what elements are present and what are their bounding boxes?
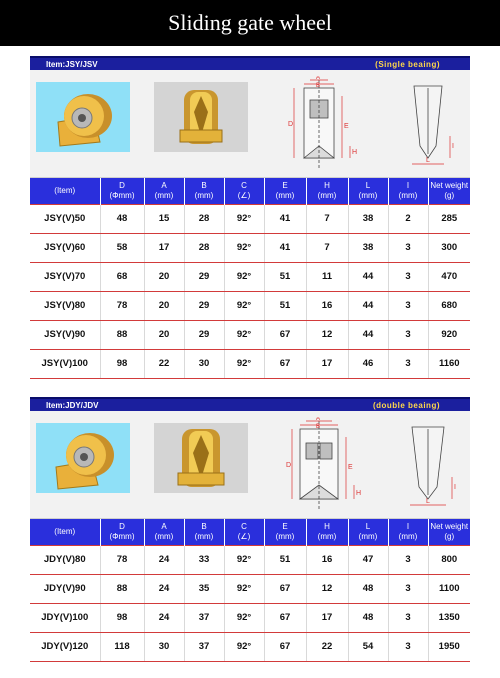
value-cell: 92° [224, 320, 264, 349]
label-e: E [348, 464, 353, 471]
value-cell: 1100 [428, 574, 470, 603]
value-cell: 78 [100, 545, 144, 574]
value-cell: 44 [348, 291, 388, 320]
table-header-row [30, 519, 470, 545]
label-d: D [288, 121, 294, 128]
wheel-front-view-icon [154, 423, 248, 493]
value-cell: 1350 [428, 603, 470, 632]
col-h: H (mm) [306, 178, 348, 204]
label-l: L [426, 498, 430, 505]
value-cell: 51 [264, 545, 306, 574]
col-h: H (mm) [306, 519, 348, 545]
value-cell: 16 [306, 291, 348, 320]
value-cell: 92° [224, 291, 264, 320]
col-weight: Net weight (g) [428, 178, 470, 204]
section-double-bearing [30, 397, 470, 662]
value-cell: 98 [100, 349, 144, 378]
value-cell: 38 [348, 204, 388, 233]
value-cell: 33 [184, 545, 224, 574]
value-cell: 1160 [428, 349, 470, 378]
table-body [30, 204, 470, 378]
value-cell: 3 [388, 262, 428, 291]
col-a: A (mm) [144, 178, 184, 204]
col-weight: Net weight (g) [428, 519, 470, 545]
label-h: H [356, 490, 362, 497]
col-item: (Item) [30, 519, 100, 545]
value-cell: 30 [184, 349, 224, 378]
table-row [30, 632, 470, 661]
value-cell: 98 [100, 603, 144, 632]
value-cell: 92° [224, 545, 264, 574]
cross-section-drawing-icon [270, 417, 380, 513]
value-cell: 28 [184, 204, 224, 233]
spec-table-single [30, 178, 470, 379]
value-cell: 3 [388, 545, 428, 574]
value-cell: 92° [224, 632, 264, 661]
value-cell: 3 [388, 603, 428, 632]
label-e: E [344, 123, 349, 130]
section-single-bearing [30, 56, 470, 379]
model-cell: JSY(V)70 [30, 262, 100, 291]
bearing-note: (double beaing) [372, 400, 440, 410]
value-cell: 37 [184, 603, 224, 632]
value-cell: 67 [264, 574, 306, 603]
label-i: I [454, 484, 456, 491]
value-cell: 24 [144, 574, 184, 603]
value-cell: 470 [428, 262, 470, 291]
value-cell: 48 [348, 603, 388, 632]
model-cell: JSY(V)100 [30, 349, 100, 378]
value-cell: 12 [306, 320, 348, 349]
value-cell: 37 [184, 632, 224, 661]
side-profile-drawing-icon [390, 76, 466, 172]
value-cell: 1950 [428, 632, 470, 661]
value-cell: 29 [184, 320, 224, 349]
col-d: D (Φmm) [100, 178, 144, 204]
value-cell: 92° [224, 574, 264, 603]
value-cell: 92° [224, 262, 264, 291]
label-b: B [316, 424, 321, 430]
col-e: E (mm) [264, 178, 306, 204]
label-b: B [316, 83, 321, 89]
value-cell: 20 [144, 291, 184, 320]
wheel-front-view-icon [154, 82, 248, 152]
value-cell: 285 [428, 204, 470, 233]
table-header-row [30, 178, 470, 204]
value-cell: 22 [144, 349, 184, 378]
value-cell: 51 [264, 291, 306, 320]
model-cell: JSY(V)50 [30, 204, 100, 233]
item-label: Item:JSY/JSV [46, 59, 98, 69]
value-cell: 92° [224, 233, 264, 262]
value-cell: 78 [100, 291, 144, 320]
value-cell: 35 [184, 574, 224, 603]
model-cell: JDY(V)100 [30, 603, 100, 632]
value-cell: 22 [306, 632, 348, 661]
value-cell: 41 [264, 233, 306, 262]
value-cell: 17 [306, 349, 348, 378]
product-photo-front [154, 423, 248, 493]
value-cell: 920 [428, 320, 470, 349]
table-row [30, 603, 470, 632]
value-cell: 28 [184, 233, 224, 262]
value-cell: 67 [264, 603, 306, 632]
table-row [30, 320, 470, 349]
col-d: D (Φmm) [100, 519, 144, 545]
table-row [30, 349, 470, 378]
product-image-row [30, 411, 470, 519]
table-row [30, 291, 470, 320]
col-l: L (mm) [348, 519, 388, 545]
value-cell: 92° [224, 204, 264, 233]
col-l: L (mm) [348, 178, 388, 204]
value-cell: 17 [144, 233, 184, 262]
value-cell: 24 [144, 603, 184, 632]
value-cell: 67 [264, 320, 306, 349]
value-cell: 3 [388, 233, 428, 262]
value-cell: 51 [264, 262, 306, 291]
value-cell: 3 [388, 632, 428, 661]
value-cell: 15 [144, 204, 184, 233]
label-a: A [316, 417, 321, 422]
value-cell: 800 [428, 545, 470, 574]
value-cell: 48 [100, 204, 144, 233]
value-cell: 47 [348, 545, 388, 574]
value-cell: 58 [100, 233, 144, 262]
value-cell: 38 [348, 233, 388, 262]
model-cell: JDY(V)90 [30, 574, 100, 603]
col-i: I (mm) [388, 519, 428, 545]
col-a: A (mm) [144, 519, 184, 545]
value-cell: 118 [100, 632, 144, 661]
value-cell: 680 [428, 291, 470, 320]
table-row [30, 233, 470, 262]
label-i: I [452, 143, 454, 150]
bearing-note: (Single beaing) [375, 59, 440, 69]
value-cell: 88 [100, 320, 144, 349]
table-body [30, 545, 470, 661]
label-a: A [316, 76, 321, 81]
value-cell: 7 [306, 204, 348, 233]
value-cell: 20 [144, 262, 184, 291]
value-cell: 44 [348, 262, 388, 291]
page-title: Sliding gate wheel [0, 0, 500, 46]
value-cell: 3 [388, 349, 428, 378]
model-cell: JDY(V)80 [30, 545, 100, 574]
value-cell: 88 [100, 574, 144, 603]
value-cell: 20 [144, 320, 184, 349]
value-cell: 7 [306, 233, 348, 262]
label-l: L [426, 157, 430, 164]
item-label: Item:JDY/JDV [46, 400, 99, 410]
wheel-side-view-icon [36, 82, 130, 152]
value-cell: 300 [428, 233, 470, 262]
value-cell: 92° [224, 349, 264, 378]
value-cell: 44 [348, 320, 388, 349]
value-cell: 67 [264, 349, 306, 378]
product-image-row [30, 70, 470, 178]
cross-section-drawing-icon [270, 76, 380, 172]
product-photo-side [36, 423, 130, 493]
table-row [30, 574, 470, 603]
value-cell: 24 [144, 545, 184, 574]
col-e: E (mm) [264, 519, 306, 545]
value-cell: 16 [306, 545, 348, 574]
col-item: (Item) [30, 178, 100, 204]
spec-table-double [30, 519, 470, 662]
model-cell: JSY(V)90 [30, 320, 100, 349]
wheel-side-view-icon [36, 423, 130, 493]
col-c: C (∠) [224, 178, 264, 204]
label-h: H [352, 149, 358, 156]
value-cell: 29 [184, 262, 224, 291]
col-b: B (mm) [184, 519, 224, 545]
value-cell: 3 [388, 574, 428, 603]
value-cell: 68 [100, 262, 144, 291]
value-cell: 2 [388, 204, 428, 233]
product-photo-front [154, 82, 248, 152]
value-cell: 3 [388, 291, 428, 320]
table-row [30, 262, 470, 291]
value-cell: 12 [306, 574, 348, 603]
value-cell: 92° [224, 603, 264, 632]
value-cell: 3 [388, 320, 428, 349]
item-bar [30, 56, 470, 70]
col-c: C (∠) [224, 519, 264, 545]
col-i: I (mm) [388, 178, 428, 204]
model-cell: JSY(V)60 [30, 233, 100, 262]
value-cell: 41 [264, 204, 306, 233]
value-cell: 48 [348, 574, 388, 603]
value-cell: 17 [306, 603, 348, 632]
value-cell: 11 [306, 262, 348, 291]
product-photo-side [36, 82, 130, 152]
value-cell: 30 [144, 632, 184, 661]
value-cell: 29 [184, 291, 224, 320]
label-d: D [286, 462, 292, 469]
side-profile-drawing-icon [390, 417, 466, 513]
model-cell: JSY(V)80 [30, 291, 100, 320]
value-cell: 54 [348, 632, 388, 661]
value-cell: 67 [264, 632, 306, 661]
value-cell: 46 [348, 349, 388, 378]
col-b: B (mm) [184, 178, 224, 204]
item-bar [30, 397, 470, 411]
table-row [30, 204, 470, 233]
model-cell: JDY(V)120 [30, 632, 100, 661]
table-row [30, 545, 470, 574]
